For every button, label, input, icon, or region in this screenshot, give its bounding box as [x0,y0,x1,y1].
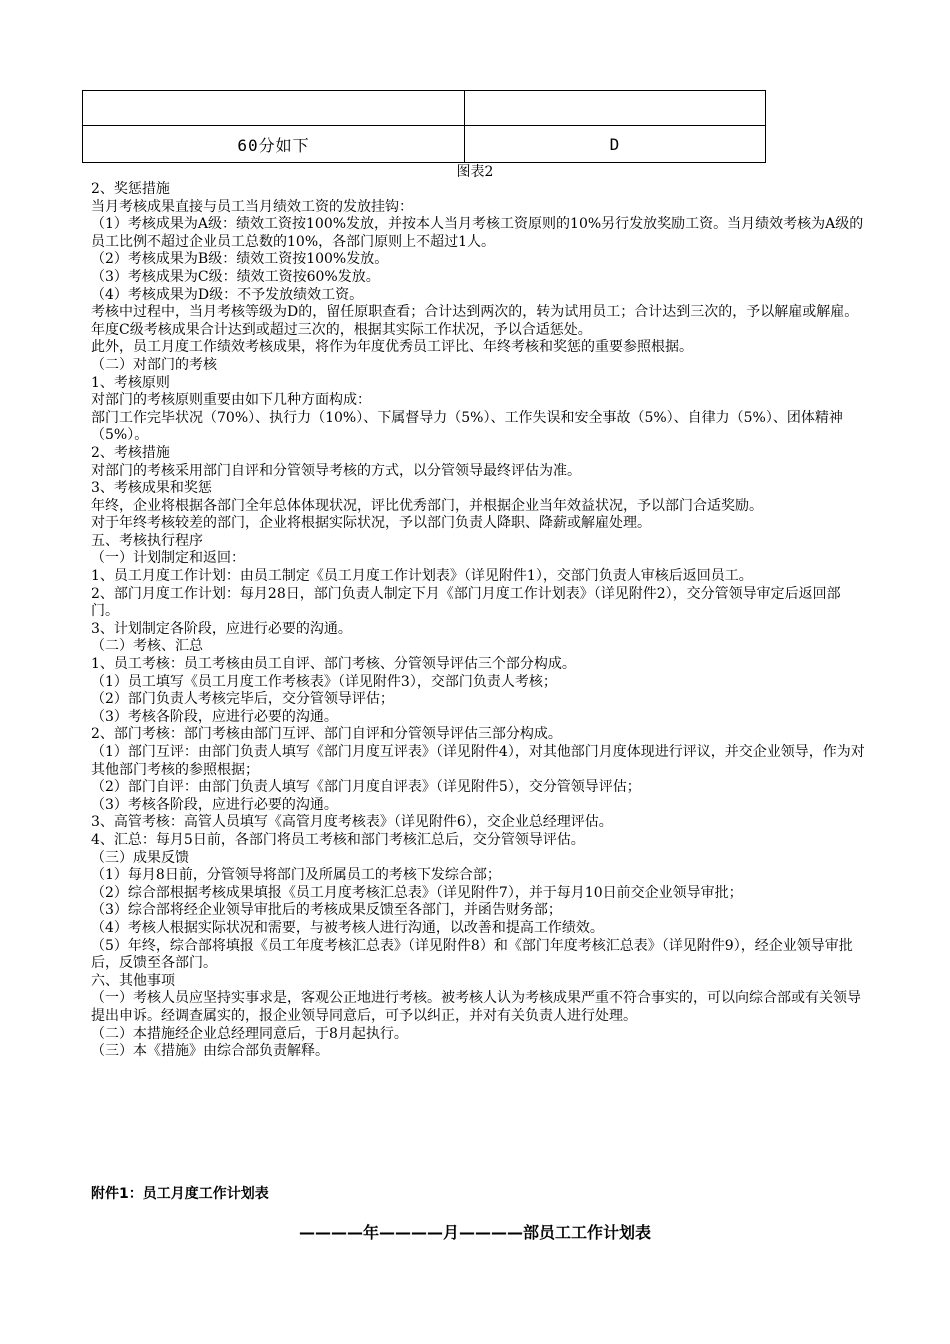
paragraph: 2、部门考核：部门考核由部门互评、部门自评和分管领导评估三部分构成。 [91,726,562,743]
score-range-cell: 60分如下 [83,126,465,163]
paragraph: （二）对部门的考核 [91,356,217,373]
paragraph: （5）年终，综合部将填报《员工年度考核汇总表》（详见附件8）和《部门年度考核汇总表》（详见附件9），经企业领导审批后，反馈至各部门。 [91,937,853,972]
paragraph: 4、汇总：每月5日前，各部门将员工考核和部门考核汇总后，交分管领导评估。 [91,831,585,848]
table-row [83,91,766,126]
paragraph: 对部门的考核采用部门自评和分管领导考核的方式，以分管领导最终评估为准。 [91,462,581,479]
paragraph: （三）成果反馈 [91,849,189,866]
paragraph: （3）考核各阶段，应进行必要的沟通。 [91,796,338,813]
grade-table [82,90,766,163]
paragraph: （4）考核成果为D级：不予发放绩效工资。 [91,286,364,303]
paragraph: （3）考核成果为C级：绩效工资按60%发放。 [91,268,380,285]
paragraph: 此外，员工月度工作绩效考核成果，将作为年度优秀员工评比、年终考核和奖惩的重要参照根据。 [91,339,693,356]
table-cell [465,91,766,126]
paragraph: （3）综合部将经企业领导审批后的考核成果反馈至各部门，并函告财务部； [91,902,562,919]
paragraph: （3）考核各阶段，应进行必要的沟通。 [91,708,338,725]
paragraph: （一）考核人员应坚持实事求是，客观公正地进行考核。被考核人认为考核成果严重不符合事实的，可以向综合部或有关领导提出申诉。经调查属实的，报企业领导同意后，可予以纠正，并对有关负责人进行处理。 [91,990,861,1024]
paragraph: 3、计划制定各阶段，应进行必要的沟通。 [91,620,352,637]
paragraph: 五、考核执行程序 [91,532,203,549]
paragraph: 2、奖惩措施 [91,181,170,197]
paragraph: 对于年终考核较差的部门，企业将根据实际状况，予以部门负责人降职、降薪或解雇处理。 [91,515,651,532]
paragraph: （1）每月8日前，分管领导将部门及所属员工的考核下发综合部； [91,867,501,884]
paragraph: （4）考核人根据实际状况和需要，与被考核人进行沟通，以改善和提高工作绩效。 [91,919,604,936]
paragraph: 当月考核成果直接与员工当月绩效工资的发放挂钩： [91,198,413,215]
paragraph: 3、高管考核：高管人员填写《高管月度考核表》（详见附件6），交企业总经理评估。 [91,814,613,831]
paragraph: 考核中过程中，当月考核等级为D的，留任原职查看；合计达到两次的，转为试用员工；合计达到三次的，予以解雇或解雇。年度C级考核成果合计达到或超过三次的，根据其实际工作状况，予以合适惩处。 [91,304,859,338]
paragraph: （三）本《措施》由综合部负责解释。 [91,1043,329,1060]
paragraph: 1、考核原则 [91,374,170,391]
table-row [83,126,766,163]
paragraph: 1、员工考核：员工考核由员工自评、部门考核、分管领导评估三个部分构成。 [91,656,576,673]
paragraph: （二）考核、汇总 [91,638,203,655]
paragraph: （1）员工填写《员工月度工作考核表》（详见附件3），交部门负责人考核； [91,673,557,690]
paragraph: （2）综合部根据考核成果填报《员工月度考核汇总表》（详见附件7），并于每月10日前交企业领导审批； [91,884,743,901]
paragraph: 2、考核措施 [91,444,170,461]
grade-cell: D [465,126,766,163]
paragraph: 六、其他事项 [91,972,175,989]
paragraph: （2）部门自评：由部门负责人填写《部门月度自评表》（详见附件5），交分管领导评估； [91,779,641,796]
paragraph: 部门工作完毕状况（70%）、执行力（10%）、下属督导力（5%）、工作失误和安全事故（5%）、自律力（5%）、团体精神（5%）。 [91,409,843,444]
plan-table-title: ————年————月————部员工工作计划表 [298,1223,651,1242]
paragraph: （一）计划制定和返回： [91,550,245,567]
paragraph: 1、员工月度工作计划：由员工制定《员工月度工作计划表》（详见附件1），交部门负责人审核后返回员工。 [91,568,753,585]
paragraph: （1）部门互评：由部门负责人填写《部门月度互评表》（详见附件4），对其他部门月度体现进行评议，并交企业领导，作为对其他部门考核的参照根据； [91,744,865,778]
annex-label: 附件1：员工月度工作计划表 [91,1186,269,1202]
paragraph: 3、考核成果和奖惩 [91,480,212,497]
paragraph: 对部门的考核原则重要由如下几种方面构成： [91,392,371,409]
table-cell [83,91,465,126]
paragraph: （1）考核成果为A级：绩效工资按100%发放，并按本人当月考核工资原则的10%另行发放奖励工资。当月绩效考核为A级的员工比例不超过企业员工总数的10%，各部门原则上不超过1人。 [91,216,864,250]
paragraph: （二）本措施经企业总经理同意后，于8月起执行。 [91,1025,408,1042]
paragraph: （2）部门负责人考核完毕后，交分管领导评估； [91,691,394,708]
table-caption: 图表2 [456,164,494,180]
document-body [91,181,866,1061]
paragraph: （2）考核成果为B级：绩效工资按100%发放。 [91,251,389,268]
paragraph: 年终，企业将根据各部门全年总体体现状况，评比优秀部门，并根据企业当年效益状况，予以部门合适奖励。 [91,497,763,514]
paragraph: 2、部门月度工作计划：每月28日，部门负责人制定下月《部门月度工作计划表》（详见附件2），交分管领导审定后返回部门。 [91,585,841,620]
